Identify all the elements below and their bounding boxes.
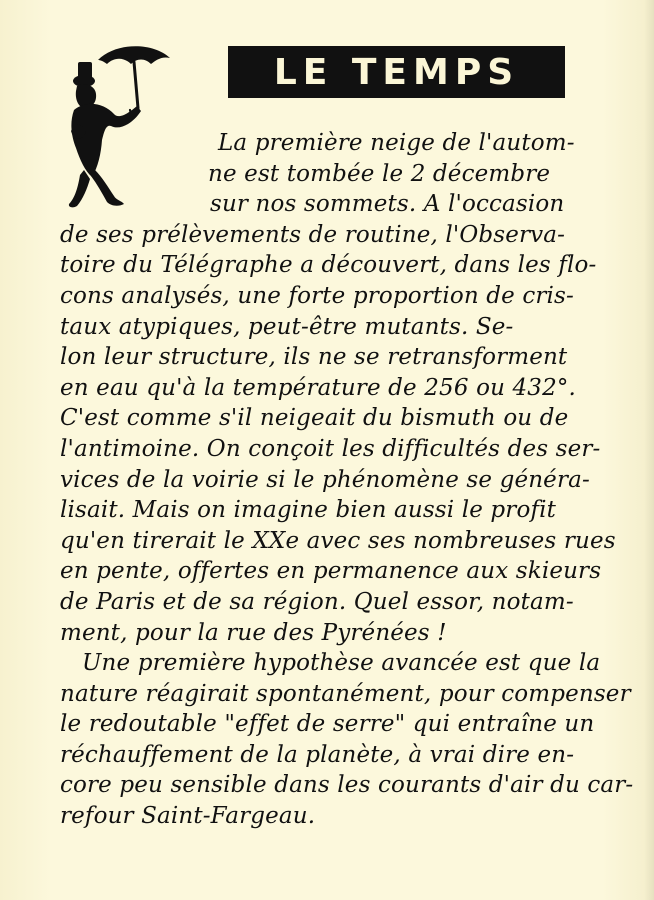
article-line: le redoutable "effet de serre" qui entraîne un (60, 711, 595, 738)
article-line: en eau qu'à la température de 256 ou 432°. (60, 374, 576, 401)
article-line: sur nos sommets. A l'occasion (210, 191, 565, 218)
article-line: taux atypiques, peut-être mutants. Se- (60, 313, 514, 340)
article-line: ment, pour la rue des Pyrénées ! (60, 619, 447, 646)
article-line: réchauffement de la planète, à vrai dire en- (60, 741, 575, 768)
page-edge-shadow (644, 0, 654, 900)
article-line: C'est comme s'il neigeait du bismuth ou de (60, 405, 569, 432)
article-line: lisait. Mais on imagine bien aussi le profit (60, 497, 557, 524)
article-text (60, 128, 634, 848)
article-line: lon leur structure, ils ne se retransforment (60, 344, 568, 371)
article-line: l'antimoine. On conçoit les difficultés des ser- (60, 435, 601, 462)
article-line: de Paris et de sa région. Quel essor, notam- (60, 588, 574, 615)
article-line: core peu sensible dans les courants d'air du car- (60, 772, 634, 799)
article-line: toire du Télégraphe a découvert, dans les flo- (60, 252, 597, 279)
article-line: cons analysés, une forte proportion de cris- (60, 282, 574, 309)
page-title: LE TEMPS (228, 46, 565, 98)
article-line: refour Saint-Fargeau. (60, 803, 316, 830)
article-line: qu'en tirerait le XXe avec ses nombreuses rues (60, 527, 616, 554)
article-line: ne est tombée le 2 décembre (208, 160, 551, 187)
article-line: de ses prélèvements de routine, l'Observa- (60, 221, 566, 248)
article-line: en pente, offertes en permanence aux skieurs (60, 558, 602, 585)
article-line: Une première hypothèse avancée est que la (82, 650, 601, 677)
article-line: vices de la voirie si le phénomène se généra- (60, 466, 590, 493)
article-line: nature réagirait spontanément, pour compenser (60, 680, 631, 707)
article-line: La première neige de l'autom- (218, 130, 575, 156)
